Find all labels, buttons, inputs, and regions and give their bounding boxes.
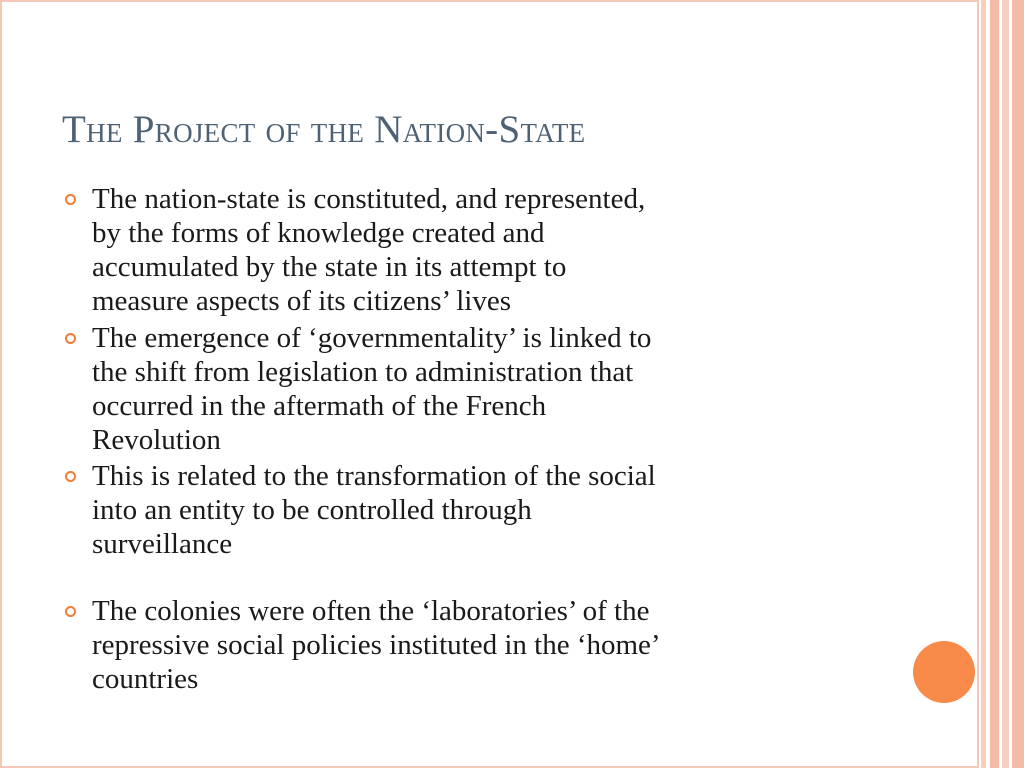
bullet-text: The colonies were often the ‘laboratories’ of the repressive social policies instituted in the ‘home’ countries	[92, 595, 661, 695]
bullet-text: The nation-state is constituted, and represented, by the forms of knowledge created and accumulated by the state in its attempt to measure aspects of its citizens’ lives	[92, 183, 646, 317]
bullet-ring-icon	[65, 471, 76, 482]
bullet-ring-icon	[65, 333, 76, 344]
bullet-text: This is related to the transformation of the social into an entity to be controlled through surveillance	[92, 460, 656, 560]
bullet-item	[62, 459, 882, 561]
right-decorative-stripe	[990, 0, 999, 768]
bullet-text: The emergence of ‘governmentality’ is linked to the shift from legislation to administration that occurred in the aftermath of the French Revolution	[92, 322, 652, 456]
slide-title: The Project of the Nation-State	[62, 108, 586, 151]
bullet-ring-icon	[65, 606, 76, 617]
decorative-circle	[913, 641, 975, 703]
bullet-ring-icon	[65, 194, 76, 205]
bullet-item	[62, 321, 882, 457]
bullet-item	[62, 182, 882, 318]
bullet-item	[62, 594, 882, 696]
right-decorative-stripe	[1012, 0, 1024, 768]
right-decorative-stripe	[1002, 0, 1009, 768]
